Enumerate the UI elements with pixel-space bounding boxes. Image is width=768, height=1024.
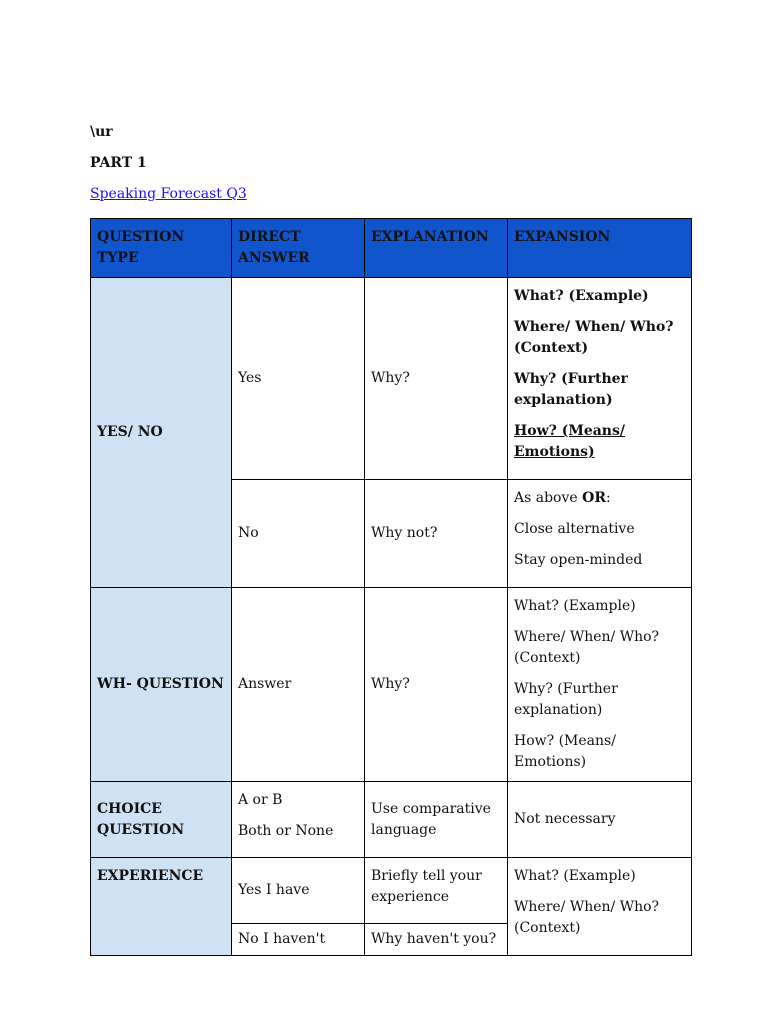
expansion-item: Where/ When/ Who? (Context) [514,629,660,666]
explanation-wh: Why? [365,588,508,782]
explanation-choice: Use comparative language [365,782,508,858]
expansion-item: What? (Example) [514,288,649,304]
explanation-yes: Why? [365,278,508,480]
header-expansion: EXPANSION [508,219,692,278]
expansion-item: How? (Means/ Emotions) [514,733,616,770]
expansion-colon: : [605,490,611,506]
expansion-item: What? (Example) [514,868,636,884]
expansion-item: How? (Means/ Emotions) [514,423,625,460]
answer-yes: Yes [232,278,365,480]
expansion-item: What? (Example) [514,598,636,614]
expansion-choice: Not necessary [508,782,692,858]
header-direct-answer: DIRECT ANSWER [232,219,365,278]
expansion-no [508,480,692,588]
stray-text-line: \ur [90,124,113,140]
expansion-experience [508,858,692,956]
type-wh-question: WH- QUESTION [91,588,232,782]
expansion-item: Why? (Further explanation) [514,371,628,408]
type-experience: EXPERIENCE [91,858,232,956]
answer-choice [232,782,365,858]
answer-item: A or B [238,792,283,808]
expansion-item: Where/ When/ Who? (Context) [514,319,674,356]
expansion-item: Where/ When/ Who? (Context) [514,899,660,936]
answer-wh: Answer [232,588,365,782]
question-type-table [90,218,692,956]
type-yes-no: YES/ NO [91,278,232,588]
expansion-or: OR [582,490,606,506]
answer-no: No [232,480,365,588]
answer-experience-no: No I haven't [232,924,365,956]
expansion-item: Stay open-minded [514,552,643,568]
answer-item: Both or None [238,823,334,839]
section-heading: PART 1 [90,155,147,171]
table-row [91,782,692,858]
explanation-experience-no: Why haven't you? [365,924,508,956]
speaking-forecast-link[interactable]: Speaking Forecast Q3 [90,186,247,202]
expansion-item: Close alternative [514,521,635,537]
header-explanation: EXPLANATION [365,219,508,278]
expansion-item: Why? (Further explanation) [514,681,618,718]
table-row [91,278,692,480]
table-header-row [91,219,692,278]
expansion-prefix: As above [514,490,583,506]
expansion-yes [508,278,692,480]
explanation-no: Why not? [365,480,508,588]
answer-experience-yes: Yes I have [232,858,365,924]
type-choice-question: CHOICE QUESTION [91,782,232,858]
explanation-experience-yes: Briefly tell your experience [365,858,508,924]
header-question-type: QUESTION TYPE [91,219,232,278]
expansion-wh [508,588,692,782]
table-row [91,858,692,924]
table-row [91,588,692,782]
expansion-item [514,488,685,509]
